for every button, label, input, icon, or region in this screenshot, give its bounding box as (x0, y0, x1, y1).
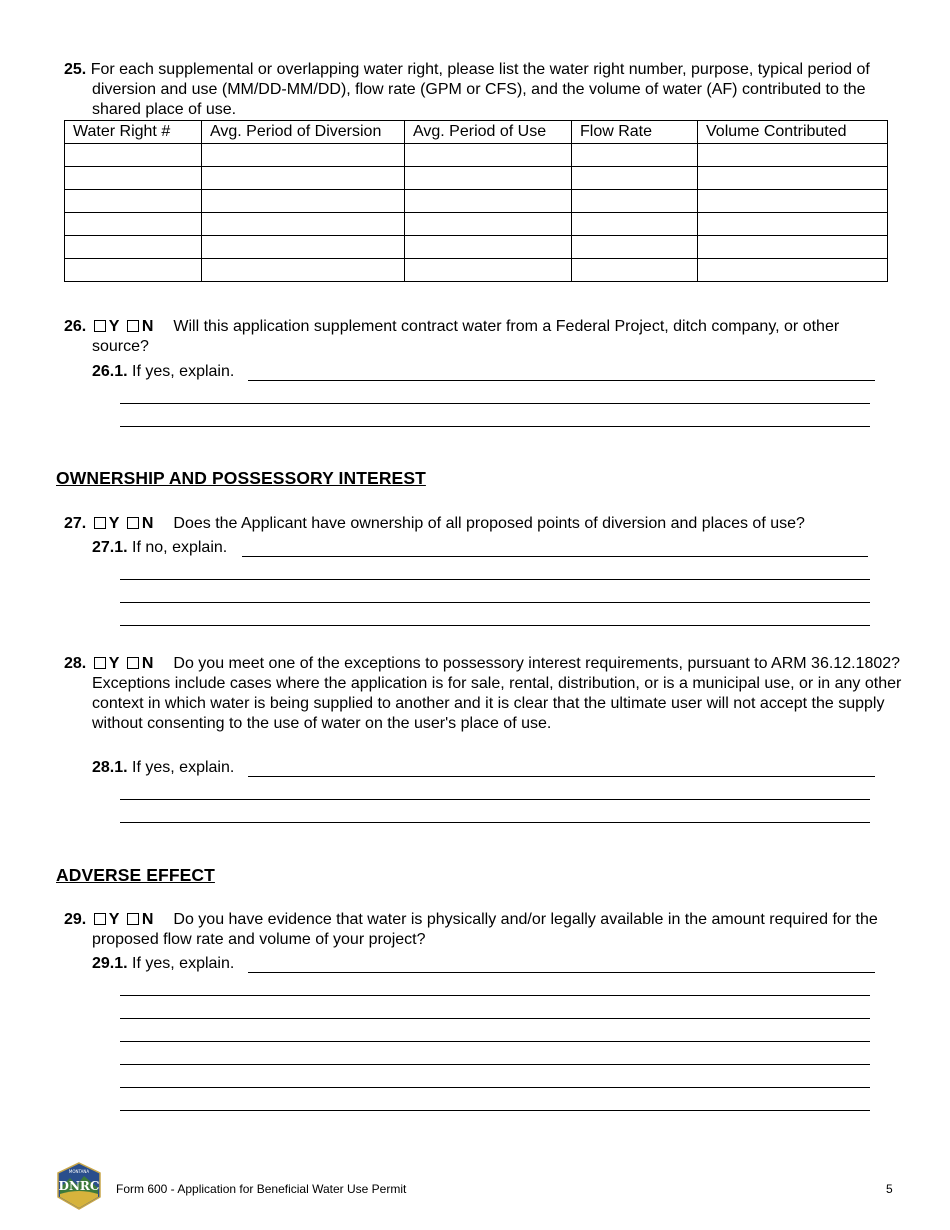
sub-question-text: If yes, explain. (132, 759, 235, 776)
sub-question-number: 29.1. (92, 955, 128, 972)
yes-label: Y (108, 318, 120, 335)
table-row (65, 213, 888, 236)
table-cell[interactable] (572, 167, 698, 190)
no-checkbox[interactable] (127, 320, 139, 332)
footer-form-title: Form 600 - Application for Beneficial Water Use Permit (116, 1182, 407, 1196)
table-cell[interactable] (202, 213, 405, 236)
col-flow-rate: Flow Rate (572, 121, 698, 144)
table-cell[interactable] (572, 259, 698, 282)
col-period-diversion: Avg. Period of Diversion (202, 121, 405, 144)
table-cell[interactable] (405, 236, 572, 259)
sub-question-27-1 (92, 538, 227, 558)
section-heading-ownership: OWNERSHIP AND POSSESSORY INTEREST (56, 468, 426, 488)
table-cell[interactable] (572, 144, 698, 167)
question-text: Do you have evidence that water is physically and/or legally available in the amount required for the proposed flow rate and volume of your project? (92, 911, 878, 948)
table-cell[interactable] (65, 190, 202, 213)
table-header-row (65, 121, 888, 144)
table-cell[interactable] (698, 213, 888, 236)
section-heading-adverse-effect: ADVERSE EFFECT (56, 865, 215, 885)
col-volume: Volume Contributed (698, 121, 888, 144)
answer-line[interactable] (120, 602, 870, 603)
no-label: N (141, 655, 154, 672)
table-cell[interactable] (698, 236, 888, 259)
yes-checkbox[interactable] (94, 657, 106, 669)
yes-checkbox[interactable] (94, 320, 106, 332)
table-cell[interactable] (405, 144, 572, 167)
sub-question-29-1 (92, 954, 234, 974)
sub-question-number: 26.1. (92, 363, 128, 380)
table-cell[interactable] (65, 259, 202, 282)
table-cell[interactable] (405, 213, 572, 236)
logo-text: DNRC (58, 1179, 100, 1193)
logo-small-text: MONTANA (68, 1169, 90, 1174)
no-checkbox[interactable] (127, 913, 139, 925)
table-cell[interactable] (65, 236, 202, 259)
question-29 (64, 910, 892, 950)
no-label: N (141, 515, 154, 532)
question-text: Does the Applicant have ownership of all proposed points of diversion and places of use? (173, 515, 805, 532)
sub-question-text: If yes, explain. (132, 955, 235, 972)
no-label: N (141, 911, 154, 928)
sub-question-number: 27.1. (92, 539, 128, 556)
page-number: 5 (886, 1182, 893, 1196)
answer-line[interactable] (120, 403, 870, 404)
answer-line[interactable] (248, 380, 875, 381)
question-text: Will this application supplement contract water from a Federal Project, ditch company, or other source? (92, 318, 840, 355)
question-text: Do you meet one of the exceptions to possessory interest requirements, pursuant to ARM 36.12.1802? Exceptions include cases where the application is for sale, rental, distribution, or is a municipal use, or in any other context in which water is being supplied to another and it is clear that the ultimate user will not accept the supply without consenting to the use of water on the user's place of use. (92, 655, 902, 732)
table-cell[interactable] (65, 144, 202, 167)
question-number: 25. (64, 61, 87, 78)
answer-line[interactable] (248, 972, 875, 973)
table-cell[interactable] (698, 167, 888, 190)
table-cell[interactable] (698, 259, 888, 282)
table-cell[interactable] (202, 236, 405, 259)
table-row (65, 259, 888, 282)
question-number: 28. (64, 655, 87, 672)
sub-question-28-1 (92, 758, 234, 778)
table-cell[interactable] (202, 167, 405, 190)
question-28 (64, 654, 902, 734)
answer-line[interactable] (248, 776, 875, 777)
water-rights-table (64, 120, 888, 282)
table-cell[interactable] (65, 213, 202, 236)
table-cell[interactable] (405, 167, 572, 190)
question-text: For each supplemental or overlapping water right, please list the water right number, purpose, typical period of diversion and use (MM/DD-MM/DD), flow rate (GPM or CFS), and the volume of water (AF) contributed to the shared place of use. (90, 61, 870, 118)
sub-question-text: If yes, explain. (132, 363, 235, 380)
no-label: N (141, 318, 154, 335)
answer-line[interactable] (120, 1018, 870, 1019)
yes-checkbox[interactable] (94, 517, 106, 529)
col-water-right: Water Right # (65, 121, 202, 144)
table-cell[interactable] (405, 190, 572, 213)
table-cell[interactable] (698, 144, 888, 167)
no-checkbox[interactable] (127, 657, 139, 669)
answer-line[interactable] (120, 822, 870, 823)
table-cell[interactable] (698, 190, 888, 213)
table-cell[interactable] (572, 213, 698, 236)
table-cell[interactable] (572, 236, 698, 259)
table-cell[interactable] (572, 190, 698, 213)
sub-question-text: If no, explain. (132, 539, 228, 556)
table-row (65, 144, 888, 167)
table-row (65, 167, 888, 190)
table-row (65, 236, 888, 259)
table-cell[interactable] (202, 144, 405, 167)
question-25 (64, 60, 892, 120)
answer-line[interactable] (120, 1110, 870, 1111)
col-period-use: Avg. Period of Use (405, 121, 572, 144)
answer-line[interactable] (242, 556, 868, 557)
question-number: 29. (64, 911, 87, 928)
question-number: 27. (64, 515, 87, 532)
yes-label: Y (108, 911, 120, 928)
answer-line[interactable] (120, 995, 870, 996)
sub-question-number: 28.1. (92, 759, 128, 776)
question-number: 26. (64, 318, 87, 335)
table-cell[interactable] (202, 259, 405, 282)
answer-line[interactable] (120, 579, 870, 580)
answer-line[interactable] (120, 1087, 870, 1088)
answer-line[interactable] (120, 1064, 870, 1065)
table-cell[interactable] (202, 190, 405, 213)
answer-line[interactable] (120, 1041, 870, 1042)
no-checkbox[interactable] (127, 517, 139, 529)
dnrc-logo (55, 1162, 103, 1210)
yes-label: Y (108, 655, 120, 672)
table-row (65, 190, 888, 213)
yes-label: Y (108, 515, 120, 532)
sub-question-26-1 (92, 362, 234, 382)
question-26 (64, 317, 892, 357)
table-cell[interactable] (405, 259, 572, 282)
question-27 (64, 514, 912, 534)
answer-line[interactable] (120, 799, 870, 800)
table-cell[interactable] (65, 167, 202, 190)
answer-line[interactable] (120, 426, 870, 427)
answer-line[interactable] (120, 625, 870, 626)
yes-checkbox[interactable] (94, 913, 106, 925)
